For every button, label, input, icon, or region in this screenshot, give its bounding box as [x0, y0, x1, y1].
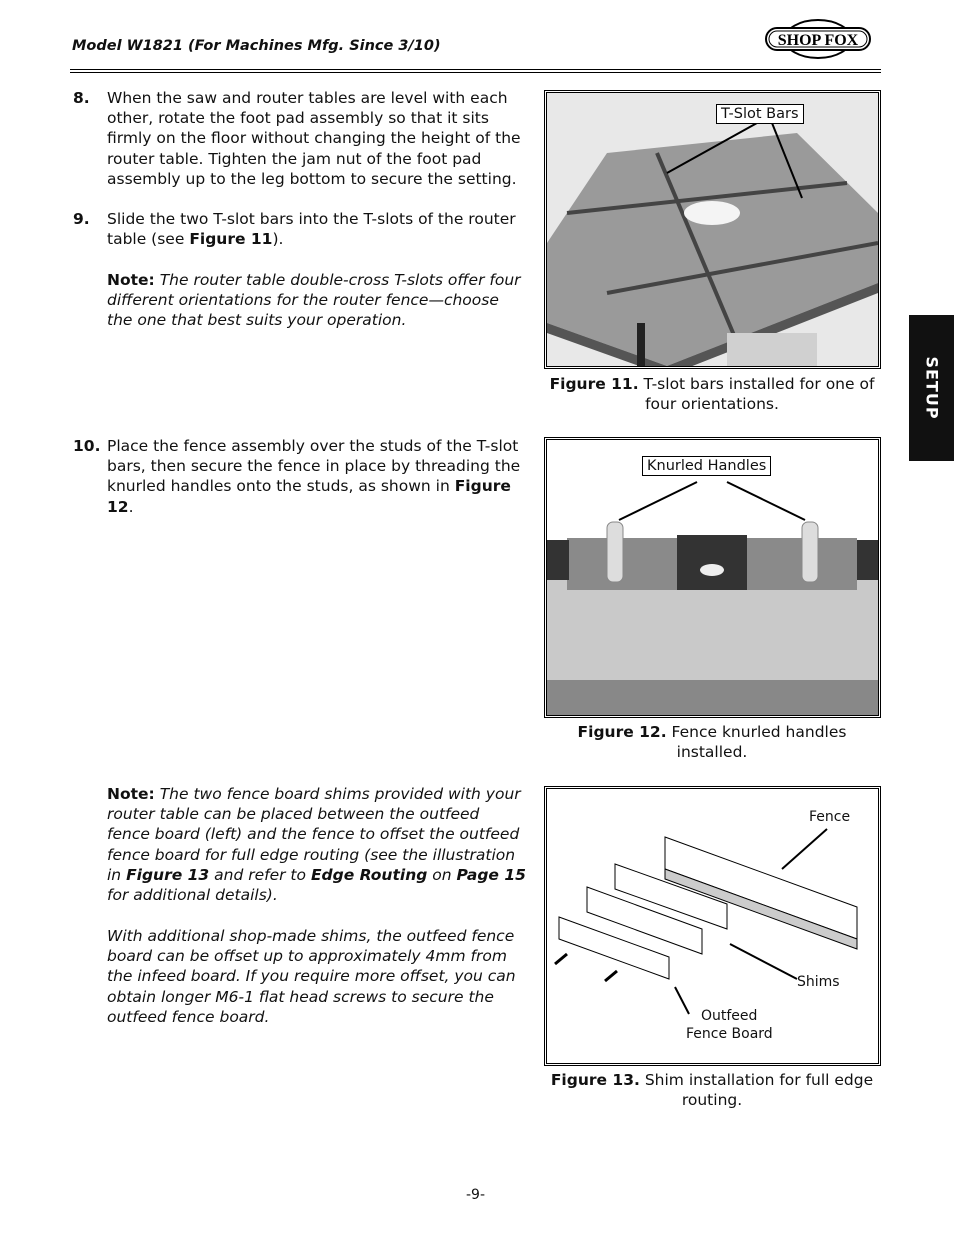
figure-11-caption: Figure 11. T-slot bars installed for one of four orientations.	[549, 375, 875, 413]
page-number: -9-	[466, 1187, 486, 1203]
step-10: 10. Place the fence assembly over the studs of the T-slot bars, then secure the fence in place by threading the knurled handles onto the studs, as shown in Figure 12.	[73, 437, 521, 516]
figure-12-caption: Figure 12. Fence knurled handles installed.	[577, 723, 847, 761]
step-9: 9. Slide the two T-slot bars into the T-slots of the router table (see Figure 11).	[73, 210, 516, 249]
figure-11-image	[544, 90, 881, 369]
figure-13-image	[544, 786, 881, 1066]
label-fence-board: Fence Board	[686, 1026, 773, 1042]
shim-note-para2: With additional shop-made shims, the outfeed fence board can be offset up to approximately 4mm from the infeed board. If you require more offset, you can obtain longer M6-1 flat head screws to secure the outfeed fence board.	[107, 927, 516, 1026]
figure-13-caption: Figure 13. Shim installation for full edge routing.	[550, 1071, 874, 1109]
step-9-note: Note: The router table double-cross T-slots offer four different orientations for the router fence—choose the one that best suits your operation.	[107, 271, 521, 330]
callout-t-slot-bars: T-Slot Bars	[716, 104, 804, 124]
setup-section-tab: SETUP	[909, 315, 954, 461]
callout-knurled-handles: Knurled Handles	[642, 456, 771, 476]
header-rule	[70, 69, 881, 70]
header-title: Model W1821 (For Machines Mfg. Since 3/10)	[72, 38, 441, 54]
figure-12-image	[544, 437, 881, 718]
shim-note: Note: The two fence board shims provided with your router table can be placed between the outfeed fence board (left) and the fence to offset the outfeed fence board for full edge routing (see the illustration in Figure 13 and refer to Edge Routing on Page 15 for additional details).	[107, 785, 526, 905]
label-shims: Shims	[797, 974, 840, 990]
label-outfeed: Outfeed	[701, 1008, 758, 1024]
header-rule	[70, 72, 881, 73]
step-8: 8. When the saw and router tables are level with each other, rotate the foot pad assembly so that it sits firmly on the floor without changing the height of the router table. Tighten the jam nut of the foot pad assembly up to the leg bottom to secure the setting.	[73, 89, 521, 188]
label-fence: Fence	[809, 809, 851, 825]
svg-text:SHOP FOX: SHOP FOX	[777, 32, 859, 49]
shop-fox-logo	[764, 18, 872, 60]
